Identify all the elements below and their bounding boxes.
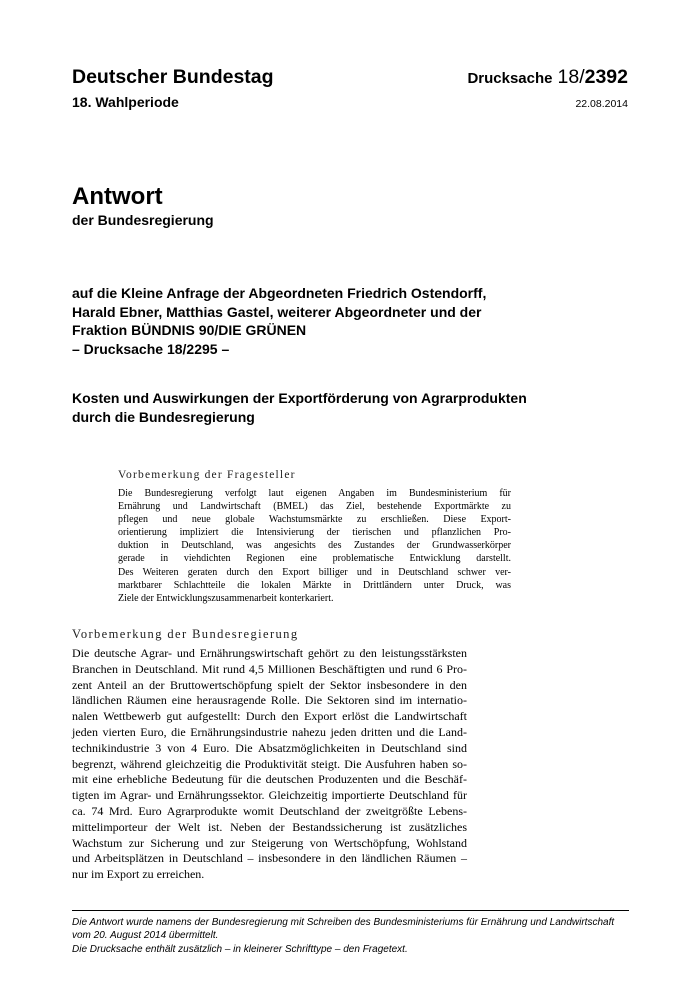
questioner-preliminary-text	[118, 487, 511, 605]
text-line: pflegen und neue globale Wachstumsmärkte zu erschließen. Diese Export-	[118, 514, 511, 526]
text-line: technikindustrie 3 von 4 Euro. Die Absatzmöglichkeiten in Deutschland sind	[72, 740, 467, 755]
footer-note	[72, 916, 632, 956]
topic-title	[72, 389, 592, 426]
document-date: 22.08.2014	[575, 98, 628, 110]
drucksache-prefix: 18/	[557, 66, 585, 88]
text-line: ländlichen Räumen eine herausragende Rolle. Die Sektoren sind im internatio-	[72, 693, 467, 708]
text-line: marktbarer Schlachtteile die lokalen Märkte in Drittländern unter Druck, was	[118, 579, 511, 591]
inquiry-line: auf die Kleine Anfrage der Abgeordneten Friedrich Ostendorff,	[72, 285, 487, 301]
text-line: ca. 74 Mrd. Euro Agrarprodukte womit Deutschland der zweitgrößte Lebens-	[72, 803, 467, 818]
text-line: Ziele der Entwicklungszusammenarbeit konterkariert.	[118, 592, 334, 604]
text-line: nur im Export zu erreichen.	[72, 867, 205, 882]
text-line: mit eine erhebliche Bedeutung für die deutschen Produzenten und die Beschäf-	[72, 772, 467, 787]
footer-divider	[72, 910, 629, 911]
text-line: Des Weiteren geraten durch den Export billiger und in Deutschland schwer ver-	[118, 566, 511, 578]
document-title: Antwort	[72, 183, 163, 210]
text-line: zent Anteil an der Bruttowertschöpfung spielt der Sektor insbesondere in den	[72, 677, 467, 692]
footer-line: Die Antwort wurde namens der Bundesregierung mit Schreiben des Bundesministeriums für Ernährung und Landwirtschaft	[72, 917, 615, 928]
text-line: tigten im Agrar- und Ernährungssektor. Gleichzeitig importierte Deutschland für	[72, 788, 467, 803]
text-line: Ernährung und Landwirtschaft (BMEL) das Ziel, bestehende Exportmärkte zu	[118, 501, 511, 513]
drucksache-number-block	[467, 66, 628, 89]
questioner-preliminary-heading: Vorbemerkung der Fragesteller	[118, 469, 296, 481]
inquiry-line: Harald Ebner, Matthias Gastel, weiterer Abgeordneter und der	[72, 303, 482, 320]
drucksache-suffix: 2392	[584, 66, 628, 88]
drucksache-number	[558, 66, 629, 89]
text-line: und Arbeitsplätzen in Deutschland – insbesondere in den ländlichen Räumen –	[72, 851, 467, 866]
institution-name: Deutscher Bundestag	[72, 66, 274, 88]
text-line: mittelimporteur der Welt ist. Neben der Bestandssicherung ist zusätzliches	[72, 819, 467, 834]
text-line: begrenzt, während gleichzeitig die Produktivität steigt. Die Ausfuhren haben so-	[72, 756, 467, 771]
government-preliminary-heading: Vorbemerkung der Bundesregierung	[72, 627, 299, 641]
text-line: Wachstum zur Sicherung und zur Steigerung von Wertschöpfung, Wohlstand	[72, 835, 467, 850]
text-line: Branchen in Deutschland. Mit rund 4,5 Millionen Beschäftigten und rund 6 Pro-	[72, 661, 467, 676]
topic-line: durch die Bundesregierung	[72, 408, 255, 425]
footer-line: vom 20. August 2014 übermittelt.	[72, 930, 219, 942]
inquiry-line: – Drucksache 18/2295 –	[72, 340, 230, 357]
government-preliminary-text	[72, 646, 467, 883]
inquiry-reference	[72, 284, 592, 358]
election-period: 18. Wahlperiode	[72, 94, 179, 110]
text-line: jeden vierten Euro, die Ernährungsindustrie nahezu jeden dritten und die Land-	[72, 724, 467, 739]
text-line: nalen Wettbewerb gut aufgestellt: Durch den Export erlöst die Landwirtschaft	[72, 709, 467, 724]
drucksache-label: Drucksache	[467, 70, 553, 87]
document-byline: der Bundesregierung	[72, 212, 214, 228]
text-line: Die deutsche Agrar- und Ernährungswirtschaft gehört zu den leistungsstärksten	[72, 646, 467, 660]
inquiry-line: Fraktion BÜNDNIS 90/DIE GRÜNEN	[72, 322, 307, 338]
text-line: duktion in Deutschland, was angesichts des Zustandes der Grundwasserkörper	[118, 540, 511, 552]
text-line: gerade in viehdichten Regionen eine problematische Entwicklung darstellt.	[118, 553, 511, 565]
text-line: Die Bundesregierung verfolgt laut eigenen Angaben im Bundesministerium für	[118, 488, 511, 499]
text-line: orientierung impliziert die Intensivierung der tierischen und pflanzlichen Pro-	[118, 527, 511, 539]
footer-line: Die Drucksache enthält zusätzlich – in kleinerer Schrifttype – den Fragetext.	[72, 943, 408, 955]
topic-line: Kosten und Auswirkungen der Exportförderung von Agrarprodukten	[72, 390, 527, 406]
